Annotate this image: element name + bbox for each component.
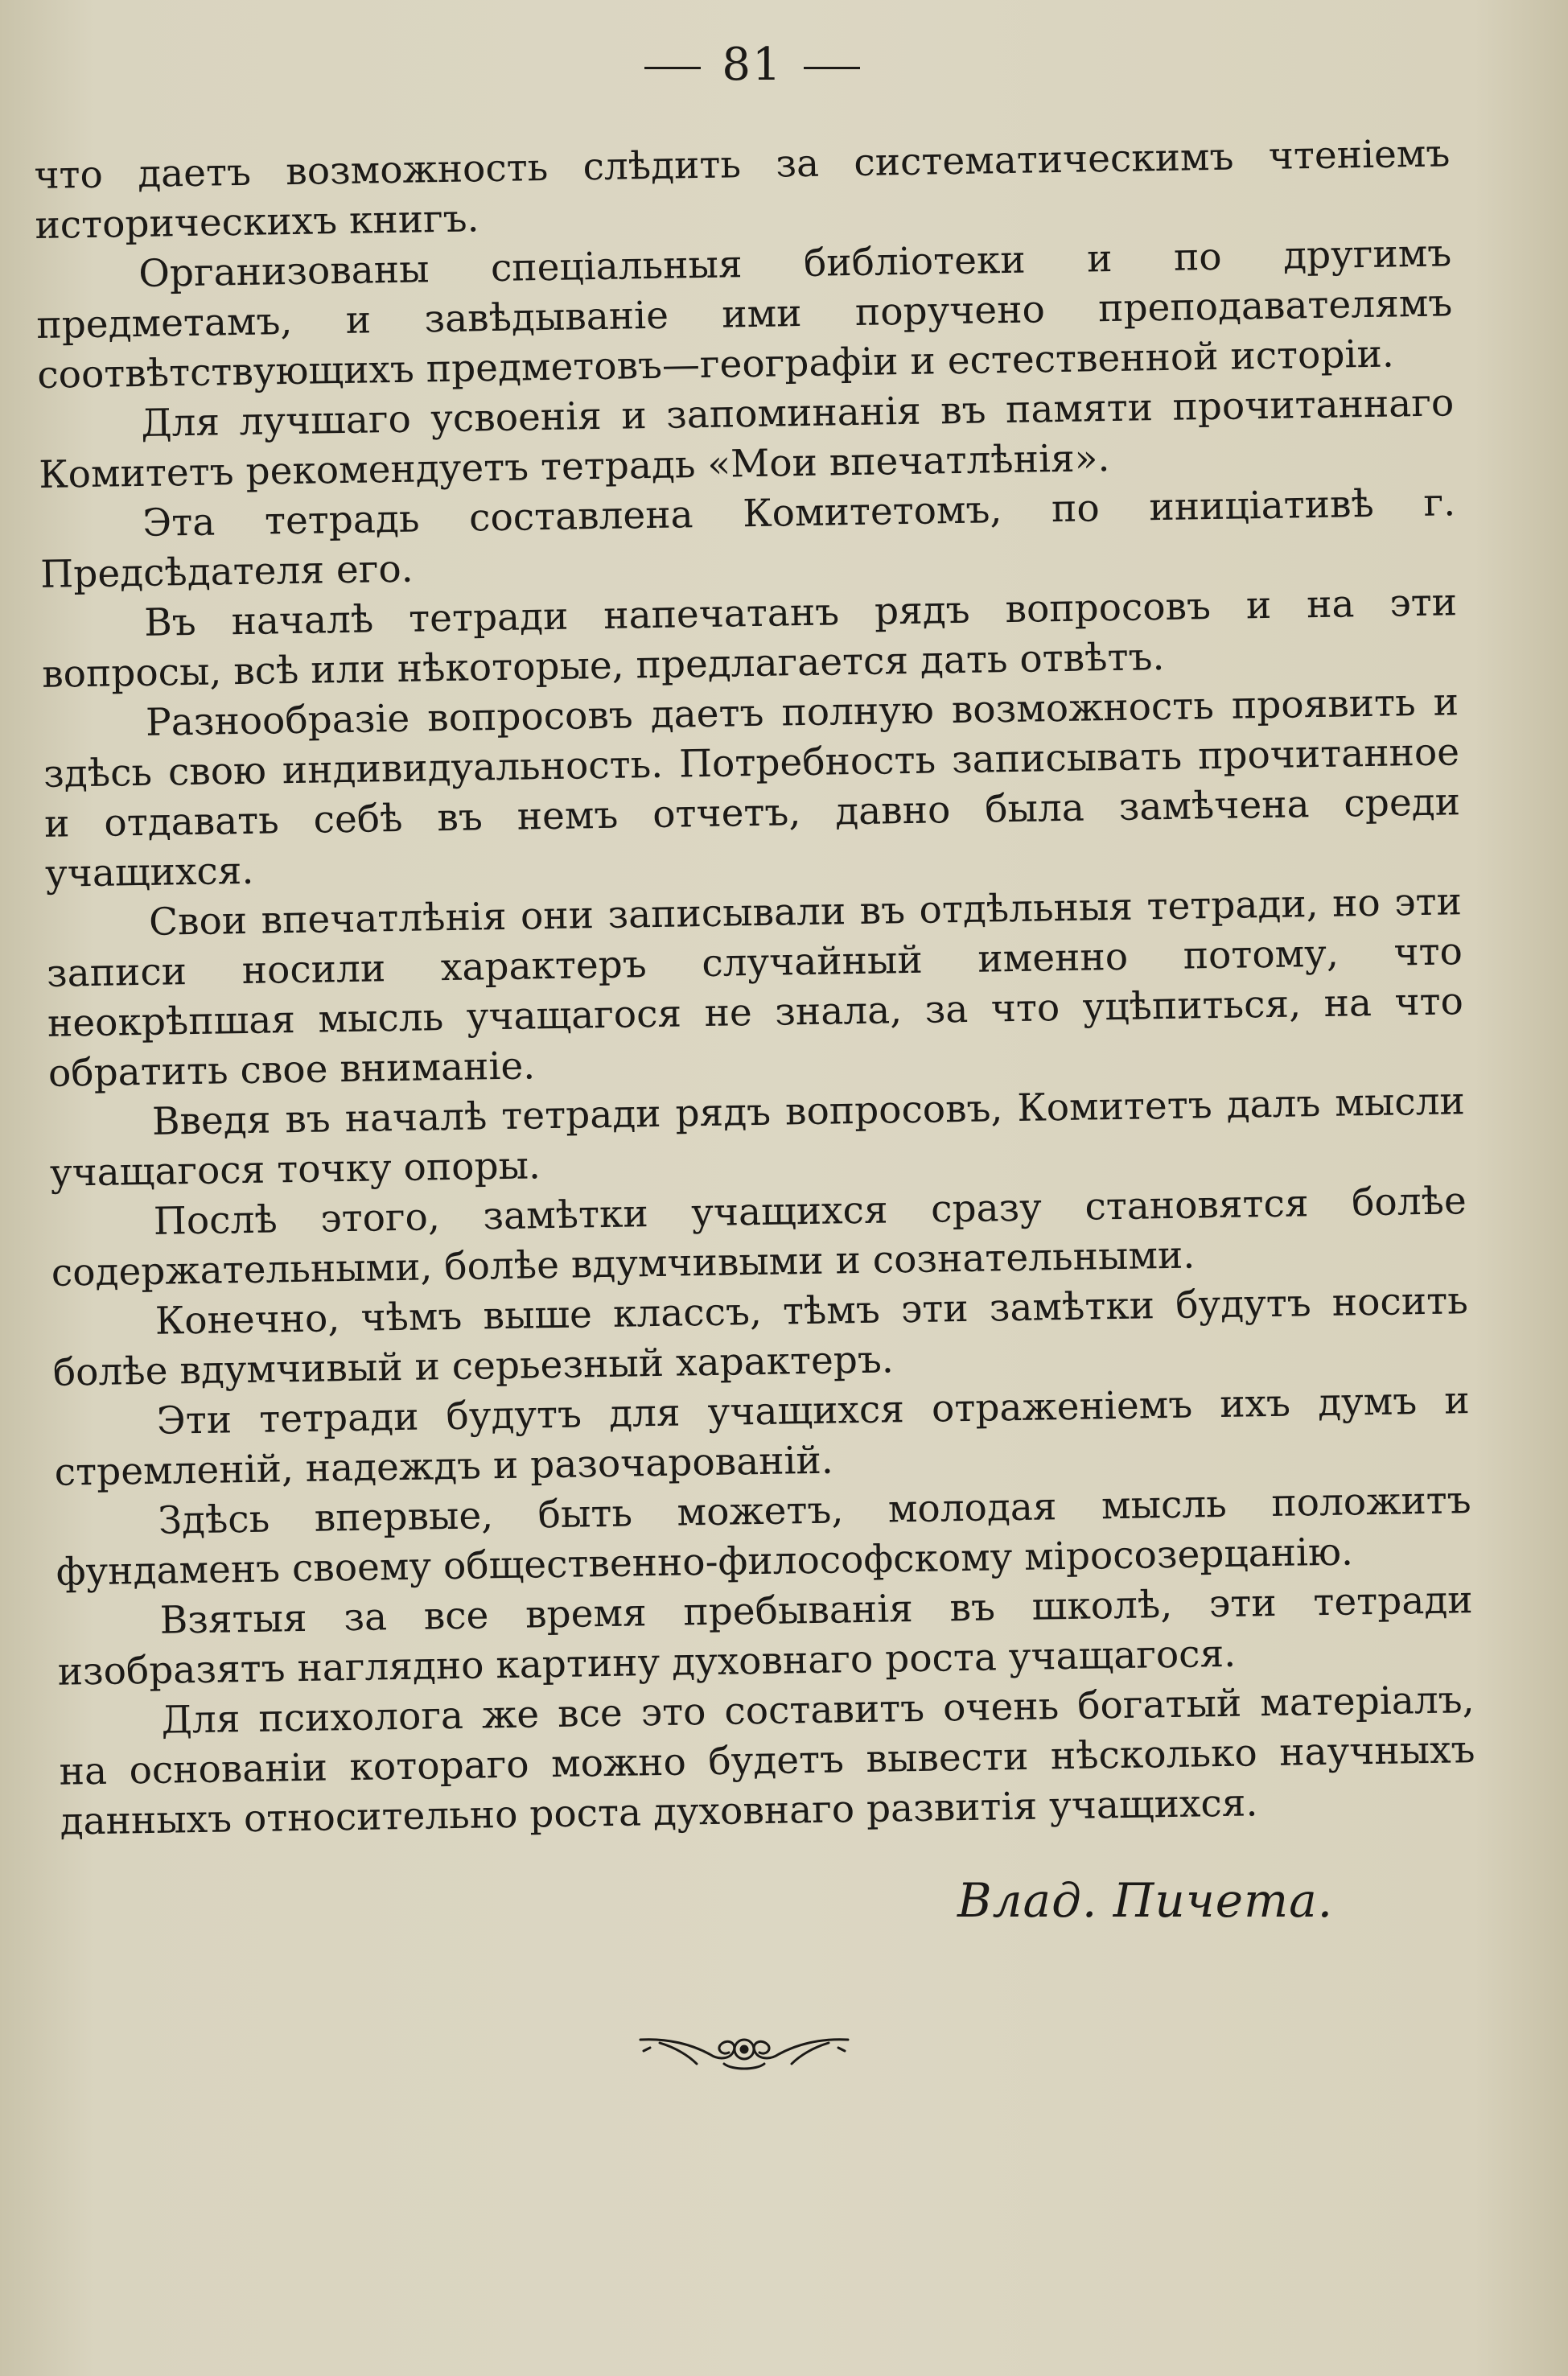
paragraph: Свои впечатлѣнія они записывали въ отдѣльныя тетради, но эти записи носили характеръ случайный именно потому, что неокрѣпшая мысль учащагося не знала, за что уцѣпиться, на что обратить свое вниманіе. <box>46 879 1464 1096</box>
ornament-flourish-icon <box>636 2024 853 2075</box>
right-dash <box>804 67 860 69</box>
paragraph: Послѣ этого, замѣтки учащихся сразу становятся болѣе содержательными, болѣе вдумчивыми и сознательными. <box>51 1179 1467 1295</box>
paragraph: Организованы спеціальныя библіотеки и по другимъ предметамъ, и завѣдываніе ими поручено преподавателямъ соотвѣтствующихъ предметовъ—географіи и естественной исторіи. <box>35 231 1453 397</box>
paragraph: Введя въ началѣ тетради рядъ вопросовъ, Комитетъ далъ мысли учащагося точку опоры. <box>49 1079 1466 1196</box>
page-number <box>0 39 1504 91</box>
paragraph: Для психолога же все это составитъ очень богатый матеріалъ, на основаніи котораго можно будетъ вывести нѣсколько научныхъ данныхъ относительно роста духовнаго развитія учащихся. <box>59 1678 1475 1844</box>
left-dash <box>644 67 701 69</box>
paragraph: Въ началѣ тетради напечатанъ рядъ вопросовъ и на эти вопросы, всѣ или нѣкоторые, предлагается дать отвѣтъ. <box>41 580 1458 697</box>
paragraph: Разнообразіе вопросовъ даетъ полную возможность проявить и здѣсь свою индивидуальность. Потребность записывать прочитанное и отдавать себѣ въ немъ отчетъ, давно была замѣчена среди учащихся. <box>43 680 1461 896</box>
paragraph: Для лучшаго усвоенія и запоминанія въ памяти прочитаннаго Комитетъ рекомендуетъ тетрадь «Мои впечатлѣнія». <box>38 381 1455 497</box>
page-number-text: 81 <box>722 39 783 91</box>
body-text <box>34 129 1476 1847</box>
paragraph: Эти тетради будутъ для учащихся отраженіемъ ихъ думъ и стремленій, надеждъ и разочарованій. <box>54 1378 1471 1495</box>
paragraph: Взятыя за все время пребыванія въ школѣ, эти тетради изобразятъ наглядно картину духовнаго роста учащагося. <box>57 1578 1473 1694</box>
author-signature: Влад. Пичета. <box>957 1873 1334 1928</box>
paragraph: Конечно, чѣмъ выше классъ, тѣмъ эти замѣтки будутъ носить болѣе вдумчивый и серьезный характеръ. <box>52 1279 1469 1395</box>
paragraph: что даетъ возможность слѣдить за систематическимъ чтеніемъ историческихъ книгъ. <box>34 131 1451 248</box>
paragraph: Эта тетрадь составлена Комитетомъ, по иниціативѣ г. Предсѣдателя его. <box>39 480 1456 597</box>
paragraph: Здѣсь впервые, быть можетъ, молодая мысль положитъ фундаменъ своему общественно-философскому міросозерцанію. <box>56 1478 1471 1595</box>
